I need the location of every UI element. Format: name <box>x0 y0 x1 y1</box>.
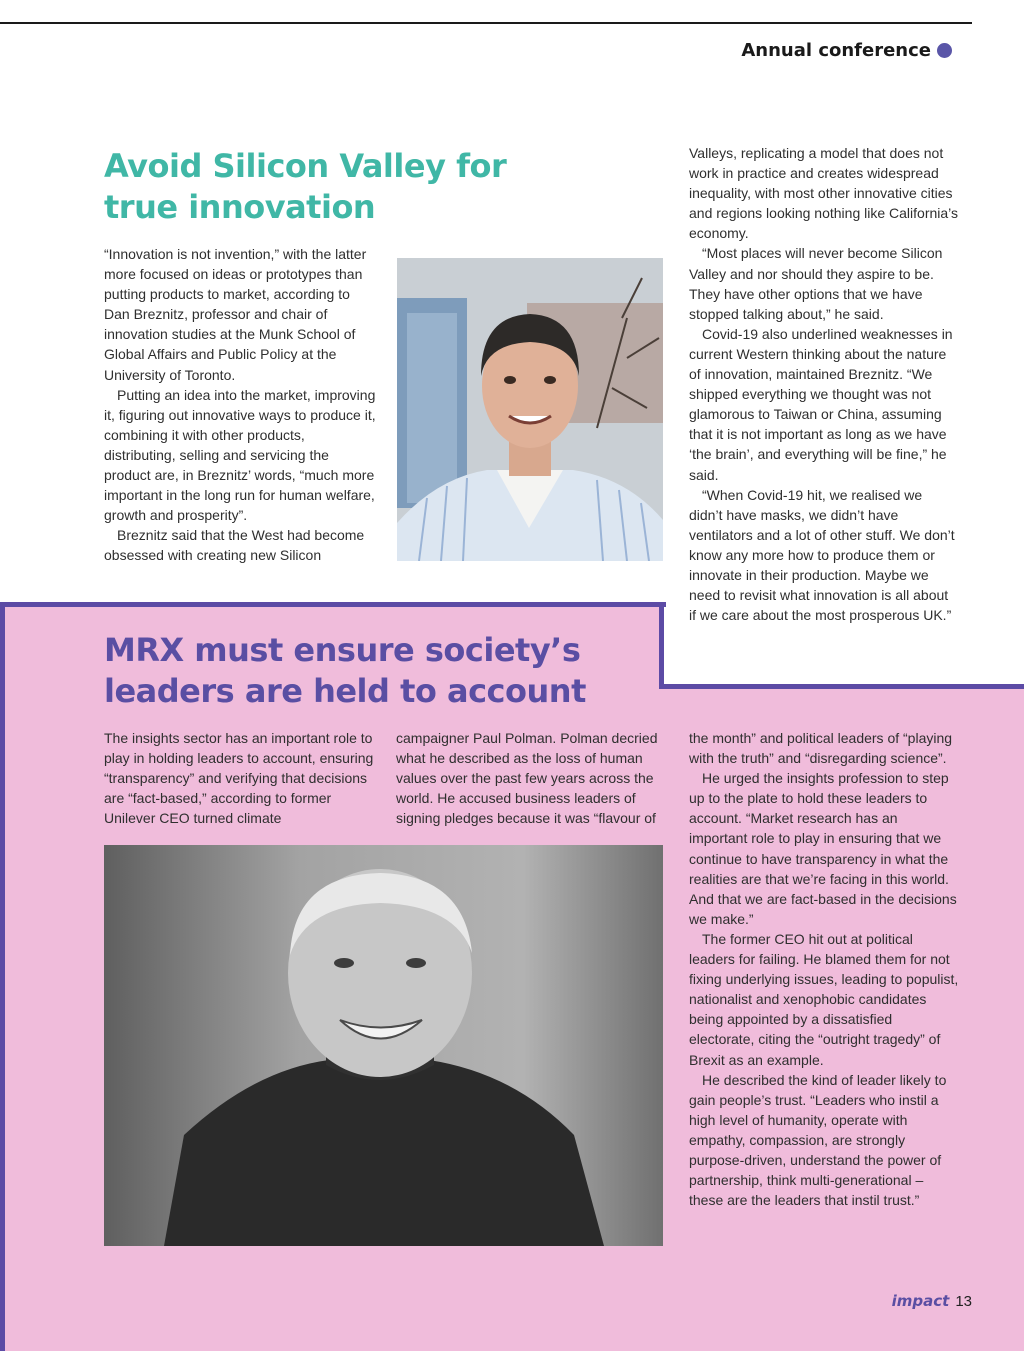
breznitz-photo <box>397 258 663 561</box>
polman-portrait-icon <box>104 845 663 1246</box>
article1-column-2 <box>689 143 959 625</box>
article1-paragraph: “Most places will never become Silicon Valley and nor should they aspire to be. They have other options that we have stopped talking about,” he said. <box>689 245 943 322</box>
article2-paragraph: The insights sector has an important role to play in holding leaders to account, ensuring “transparency” and verifying that decisions are “fact-based,” according to former Unilever CEO turned climate <box>104 730 374 827</box>
article1-paragraph: “Innovation is not invention,” with the latter more focused on ideas or prototypes than putting products to market, according to Dan Breznitz, professor and chair of innovation studies at the Munk School of Global Affairs and Public Policy at the University of Toronto. <box>104 246 367 383</box>
article2-paragraph: He described the kind of leader likely to gain people’s trust. “Leaders who instil a high level of humanity, operate with empathy, compassion, are strongly purpose-driven, understand the power of partnership, think multi-generational – these are the leaders that instil trust.” <box>689 1071 947 1209</box>
article1-headline: Avoid Silicon Valley for true innovation <box>104 147 507 226</box>
article1-paragraph: Valleys, replicating a model that does not work in practice and creates widespread inequality, with most other innovative cities and regions looking nothing like California’s economy. <box>689 145 959 242</box>
frame-notch-horizontal <box>659 684 1024 689</box>
page-number: 13 <box>955 1293 972 1310</box>
section-label-text: Annual conference <box>741 40 931 61</box>
article2-column-1 <box>104 728 376 828</box>
article2-column-3 <box>689 728 959 1210</box>
frame-left <box>0 602 5 1351</box>
polman-photo <box>104 845 663 1246</box>
article1-paragraph: “When Covid-19 hit, we realised we didn’t have masks, we didn’t have ventilators and a lot of other stuff. We don’t know any more how to produce them or innovate in their production. Maybe we need to revisit what innovation is all about if we care about the most prosperous UK.” <box>689 486 955 624</box>
article2-paragraph: the month” and political leaders of “playing with the truth” and “disregarding science”. <box>689 730 953 767</box>
frame-notch-vertical <box>659 602 664 689</box>
article2-paragraph: campaigner Paul Polman. Polman decried what he described as the loss of human values over the past few years across the world. He accused business leaders of signing pledges because it was “flavour of <box>396 730 658 827</box>
article2-paragraph: The former CEO hit out at political leaders for failing. He blamed them for not fixing underlying issues, leading to populist, nationalist and xenophobic candidates being appointed by a dissatisfied electorate, citing the “outright tragedy” of Brexit as an example. <box>689 930 959 1068</box>
footer <box>892 1292 972 1310</box>
article2-headline: MRX must ensure society’s leaders are held to account <box>104 631 586 710</box>
article1-paragraph: Putting an idea into the market, improving it, figuring out innovative ways to produce it, combining it with other products, distributing, selling and servicing the product are, in Breznitz’ words, “much more important in the long run for human welfare, growth and prosperity”. <box>104 386 376 524</box>
section-label <box>741 40 952 61</box>
frame-top <box>0 602 666 607</box>
article2-column-2 <box>396 728 666 828</box>
article2-paragraph: He urged the insights profession to step up to the plate to hold these leaders to account. “Market research has an important role to play in ensuring that we continue to have transparency in what the realities are that we’re facing in this world. And that we are fact-based in the decisions we make.” <box>689 770 957 927</box>
article1-column-1 <box>104 244 376 566</box>
breznitz-portrait-icon <box>397 258 663 561</box>
article1-paragraph: Covid-19 also underlined weaknesses in current Western thinking about the nature of innovation, maintained Breznitz. “We shipped everything we thought was not glamorous to Taiwan or China, assuming that it is not important as long as we have ‘the brain’, and everything will be fine,” he said. <box>689 325 953 483</box>
impact-logo: impact <box>891 1292 950 1310</box>
section-dot-icon <box>937 43 952 58</box>
top-rule <box>0 22 972 24</box>
article1-paragraph: Breznitz said that the West had become obsessed with creating new Silicon <box>104 527 365 564</box>
